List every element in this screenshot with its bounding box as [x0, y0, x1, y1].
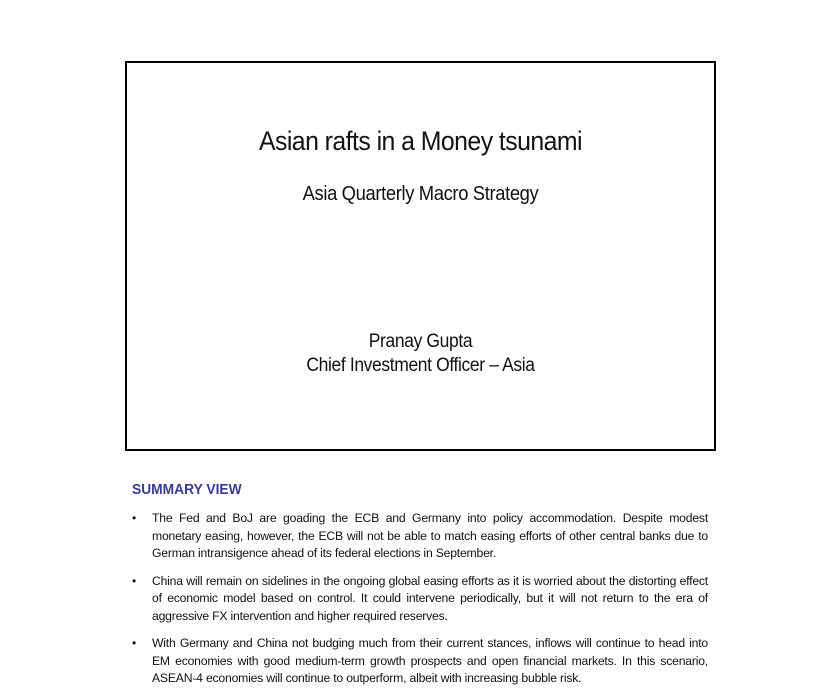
summary-item	[132, 635, 708, 688]
summary-item-text: With Germany and China not budging much from their current stances, inflows will continue to head into EM economies with good medium-term growth prospects and open financial markets. In this scenario, ASEAN-4 economies will continue to outperform, albeit with increasing bubble risk.	[152, 636, 708, 685]
summary-item-text: The Fed and BoJ are goading the ECB and Germany into policy accommodation. Despite modest monetary easing, however, the ECB will not be able to match easing efforts of other central banks due to German intransigence ahead of its federal elections in September.	[152, 511, 708, 560]
author-name: Pranay Gupta	[368, 331, 473, 352]
document-title: Asian rafts in a Money tsunami	[258, 126, 583, 156]
summary-item	[132, 510, 708, 563]
author-block	[150, 330, 690, 378]
bullet-icon: •	[132, 511, 137, 525]
cover-box	[125, 61, 716, 451]
author-role: Chief Investment Officer – Asia	[306, 355, 535, 376]
summary-item-text: China will remain on sidelines in the ongoing global easing efforts as it is worried about the distorting effect of economic model based on control. It could intervene periodically, but it will not return to the era of aggressive FX intervention and higher required reserves.	[152, 573, 708, 623]
bullet-icon: •	[132, 636, 137, 650]
summary-list	[132, 510, 708, 698]
document-subtitle: Asia Quarterly Macro Strategy	[302, 183, 539, 205]
summary-item	[132, 573, 708, 626]
bullet-icon: •	[132, 573, 137, 588]
summary-heading: SUMMARY VIEW	[132, 481, 242, 498]
